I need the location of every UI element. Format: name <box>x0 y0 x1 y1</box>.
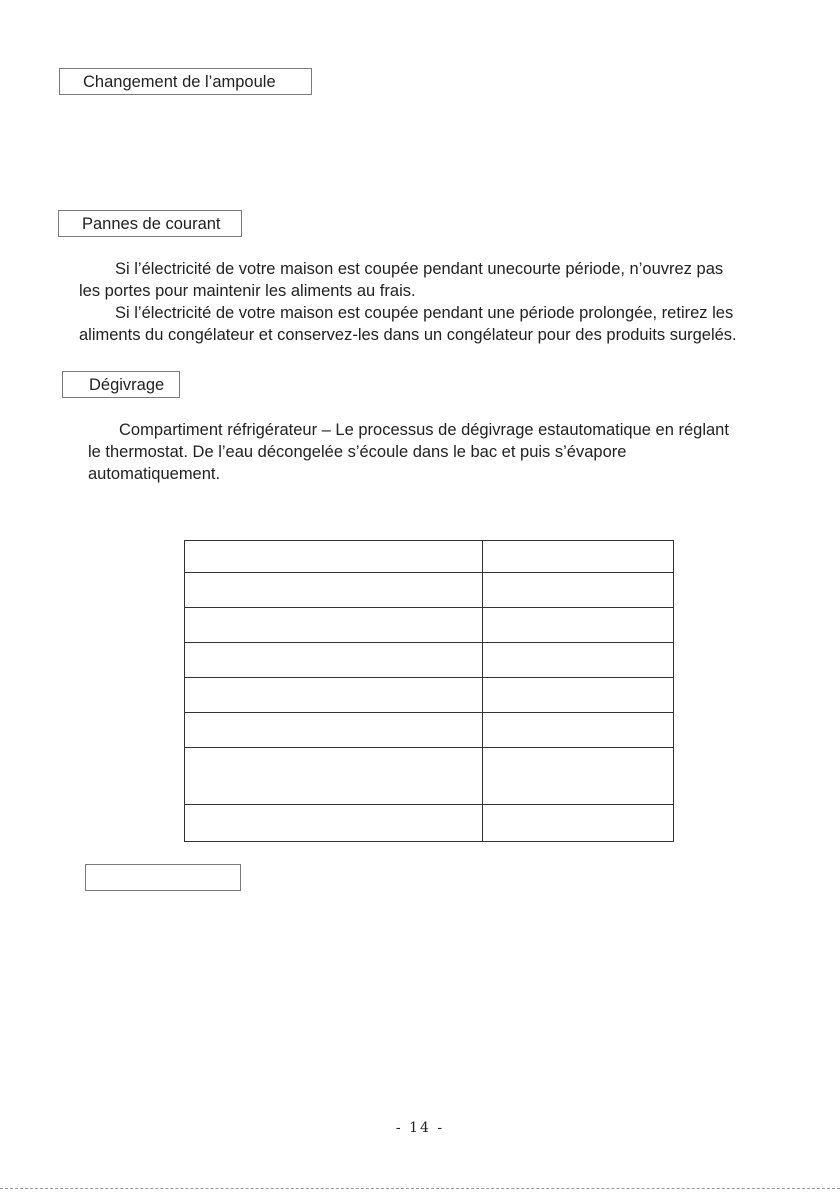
table-row <box>185 748 674 805</box>
defrost-line-2: le thermostat. De l’eau décongelée s’écoule dans le bac et puis s’évapore <box>88 443 627 461</box>
section-title-defrost-label: Dégivrage <box>89 376 165 394</box>
power-outage-line-2: les portes pour maintenir les aliments au frais. <box>79 282 416 300</box>
table-cell <box>483 748 674 805</box>
table-cell <box>185 805 483 842</box>
table-row <box>185 541 674 573</box>
section-title-empty <box>85 864 241 891</box>
table-cell <box>185 713 483 748</box>
table-cell <box>483 678 674 713</box>
defrost-line-1: Compartiment réfrigérateur – Le processus de dégivrage estautomatique en réglant <box>119 421 729 439</box>
power-outage-line-3: Si l’électricité de votre maison est coupée pendant une période prolongée, retirez les <box>115 304 734 322</box>
section-title-power-outage-label: Pannes de courant <box>82 215 221 233</box>
table-cell <box>483 805 674 842</box>
page-number: - 14 - <box>395 1120 445 1136</box>
power-outage-line-4: aliments du congélateur et conservez-les dans un congélateur pour des produits surgelés. <box>79 326 737 344</box>
table-row <box>185 608 674 643</box>
section-title-bulb-change-label: Changement de l’ampoule <box>83 73 276 91</box>
table-cell <box>483 608 674 643</box>
table-row <box>185 678 674 713</box>
table-cell <box>185 541 483 573</box>
table-cell <box>483 573 674 608</box>
spec-table <box>184 540 674 842</box>
power-outage-line-1: Si l’électricité de votre maison est coupée pendant unecourte période, n’ouvrez pas <box>115 260 724 278</box>
section-title-power-outage <box>58 210 242 237</box>
table-row <box>185 573 674 608</box>
table-cell <box>483 541 674 573</box>
table-cell <box>185 573 483 608</box>
table-cell <box>483 643 674 678</box>
bottom-dashed-rule <box>0 1188 840 1189</box>
table-row <box>185 713 674 748</box>
table-cell <box>185 608 483 643</box>
table-cell <box>483 713 674 748</box>
table-cell <box>185 643 483 678</box>
table-cell <box>185 748 483 805</box>
section-title-bulb-change <box>59 68 312 95</box>
table-cell <box>185 678 483 713</box>
section-title-defrost <box>62 371 180 398</box>
table-row <box>185 805 674 842</box>
defrost-line-3: automatiquement. <box>88 465 221 483</box>
table-row <box>185 643 674 678</box>
